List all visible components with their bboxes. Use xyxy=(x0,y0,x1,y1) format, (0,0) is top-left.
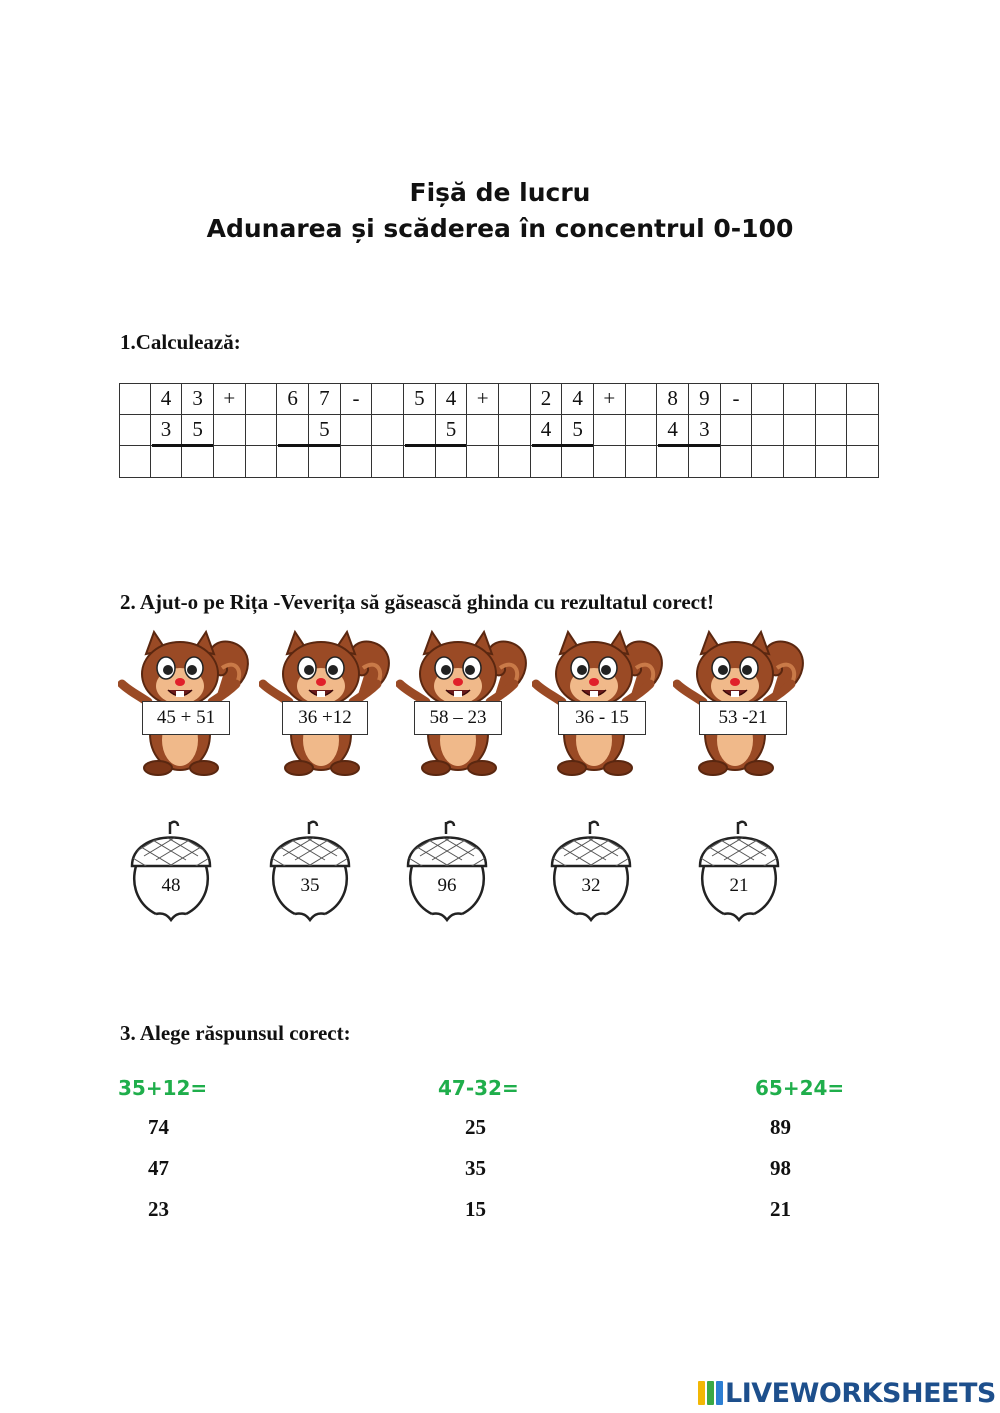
answer-cell[interactable] xyxy=(499,446,531,478)
grid-digit: - xyxy=(721,383,753,415)
grid-cell xyxy=(499,415,531,447)
acorn-icon[interactable] xyxy=(126,818,216,926)
grid-digit: + xyxy=(594,383,626,415)
grid-digit: 9 xyxy=(689,383,721,415)
grid-digit: 4 xyxy=(151,383,183,415)
answer-cell[interactable] xyxy=(182,446,214,478)
grid-digit: 5 xyxy=(436,415,468,447)
answer-option[interactable]: 21 xyxy=(770,1197,791,1221)
answer-cell[interactable] xyxy=(436,446,468,478)
logo-text: LIVEWORKSHEETS xyxy=(725,1377,996,1409)
acorn-number: 32 xyxy=(581,875,601,896)
question-expression: 47-32= xyxy=(438,1076,519,1100)
grid-cell xyxy=(372,383,404,415)
grid-cell xyxy=(277,415,309,447)
grid-cell xyxy=(847,383,879,415)
answer-option[interactable]: 98 xyxy=(770,1156,791,1180)
answer-option[interactable]: 23 xyxy=(148,1197,169,1221)
question-expression: 65+24= xyxy=(755,1076,845,1100)
grid-digit: + xyxy=(214,383,246,415)
answer-option[interactable]: 35 xyxy=(465,1156,486,1180)
answer-cell[interactable] xyxy=(847,446,879,478)
acorn-icon[interactable] xyxy=(546,818,636,926)
answer-cell[interactable] xyxy=(689,446,721,478)
sum-line xyxy=(405,444,466,447)
grid-digit: 4 xyxy=(657,415,689,447)
answer-cell[interactable] xyxy=(626,446,658,478)
grid-cell xyxy=(594,415,626,447)
squirrel-expression[interactable]: 36 +12 xyxy=(282,701,368,735)
acorn-number: 35 xyxy=(300,875,320,896)
worksheet-title: Fișă de lucru xyxy=(409,178,591,207)
answer-cell[interactable] xyxy=(119,446,151,478)
grid-digit: 5 xyxy=(562,415,594,447)
question-expression: 35+12= xyxy=(118,1076,208,1100)
answer-cell[interactable] xyxy=(531,446,563,478)
grid-cell xyxy=(119,383,151,415)
squirrel-expression[interactable]: 58 – 23 xyxy=(414,701,502,735)
grid-cell xyxy=(341,415,373,447)
grid-digit: 5 xyxy=(404,383,436,415)
logo-icon xyxy=(697,1379,725,1407)
acorn-icon[interactable] xyxy=(265,818,355,926)
grid-cell xyxy=(467,415,499,447)
answer-cell[interactable] xyxy=(816,446,848,478)
grid-cell xyxy=(214,415,246,447)
grid-digit: - xyxy=(341,383,373,415)
answer-cell[interactable] xyxy=(467,446,499,478)
answer-cell[interactable] xyxy=(372,446,404,478)
answer-cell[interactable] xyxy=(562,446,594,478)
grid-digit: 4 xyxy=(562,383,594,415)
grid-digit: 5 xyxy=(182,415,214,447)
grid-digit: 3 xyxy=(151,415,183,447)
squirrel-expression[interactable]: 53 -21 xyxy=(699,701,787,735)
grid-digit: 7 xyxy=(309,383,341,415)
grid-digit: 6 xyxy=(277,383,309,415)
grid-cell xyxy=(784,415,816,447)
answer-cell[interactable] xyxy=(214,446,246,478)
answer-cell[interactable] xyxy=(404,446,436,478)
acorn-number: 96 xyxy=(437,875,457,896)
grid-cell xyxy=(847,415,879,447)
sum-line xyxy=(532,444,593,447)
grid-digit: 2 xyxy=(531,383,563,415)
squirrel-expression[interactable]: 36 - 15 xyxy=(558,701,646,735)
answer-cell[interactable] xyxy=(721,446,753,478)
grid-digit: 3 xyxy=(689,415,721,447)
grid-cell xyxy=(784,383,816,415)
answer-cell[interactable] xyxy=(657,446,689,478)
answer-option[interactable]: 89 xyxy=(770,1115,791,1139)
acorn-icon[interactable] xyxy=(694,818,784,926)
sum-line xyxy=(658,444,719,447)
acorn-number: 21 xyxy=(729,875,749,896)
grid-cell xyxy=(499,383,531,415)
acorn-icon[interactable] xyxy=(402,818,492,926)
grid-cell xyxy=(816,383,848,415)
liveworksheets-logo xyxy=(697,1376,996,1410)
answer-option[interactable]: 25 xyxy=(465,1115,486,1139)
exercise-3-heading: 3. Alege răspunsul corect: xyxy=(120,1021,351,1045)
grid-cell xyxy=(626,383,658,415)
worksheet-subtitle: Adunarea și scăderea în concentrul 0-100 xyxy=(206,214,794,243)
grid-digit: 5 xyxy=(309,415,341,447)
grid-cell xyxy=(752,383,784,415)
grid-cell xyxy=(246,383,278,415)
grid-cell xyxy=(372,415,404,447)
grid-cell xyxy=(816,415,848,447)
answer-cell[interactable] xyxy=(309,446,341,478)
squirrel-expression[interactable]: 45 + 51 xyxy=(142,701,230,735)
grid-cell xyxy=(752,415,784,447)
exercise-2-heading: 2. Ajut-o pe Rița -Veverița să găsească ghinda cu rezultatul corect! xyxy=(120,590,714,614)
answer-cell[interactable] xyxy=(341,446,373,478)
grid-digit: 4 xyxy=(436,383,468,415)
grid-cell xyxy=(626,415,658,447)
grid-digit: 8 xyxy=(657,383,689,415)
answer-cell[interactable] xyxy=(151,446,183,478)
answer-option[interactable]: 15 xyxy=(465,1197,486,1221)
calculation-grid xyxy=(119,383,879,478)
answer-cell[interactable] xyxy=(246,446,278,478)
answer-cell[interactable] xyxy=(594,446,626,478)
acorn-number: 48 xyxy=(161,875,181,896)
grid-digit: + xyxy=(467,383,499,415)
sum-line xyxy=(278,444,339,447)
grid-cell xyxy=(721,415,753,447)
grid-cell xyxy=(404,415,436,447)
grid-digit: 3 xyxy=(182,383,214,415)
answer-cell[interactable] xyxy=(784,446,816,478)
answer-option[interactable]: 47 xyxy=(148,1156,169,1180)
grid-cell xyxy=(119,415,151,447)
answer-option[interactable]: 74 xyxy=(148,1115,169,1139)
answer-cell[interactable] xyxy=(752,446,784,478)
grid-cell xyxy=(246,415,278,447)
grid-digit: 4 xyxy=(531,415,563,447)
exercise-1-heading: 1.Calculează: xyxy=(120,330,241,354)
sum-line xyxy=(152,444,213,447)
answer-cell[interactable] xyxy=(277,446,309,478)
